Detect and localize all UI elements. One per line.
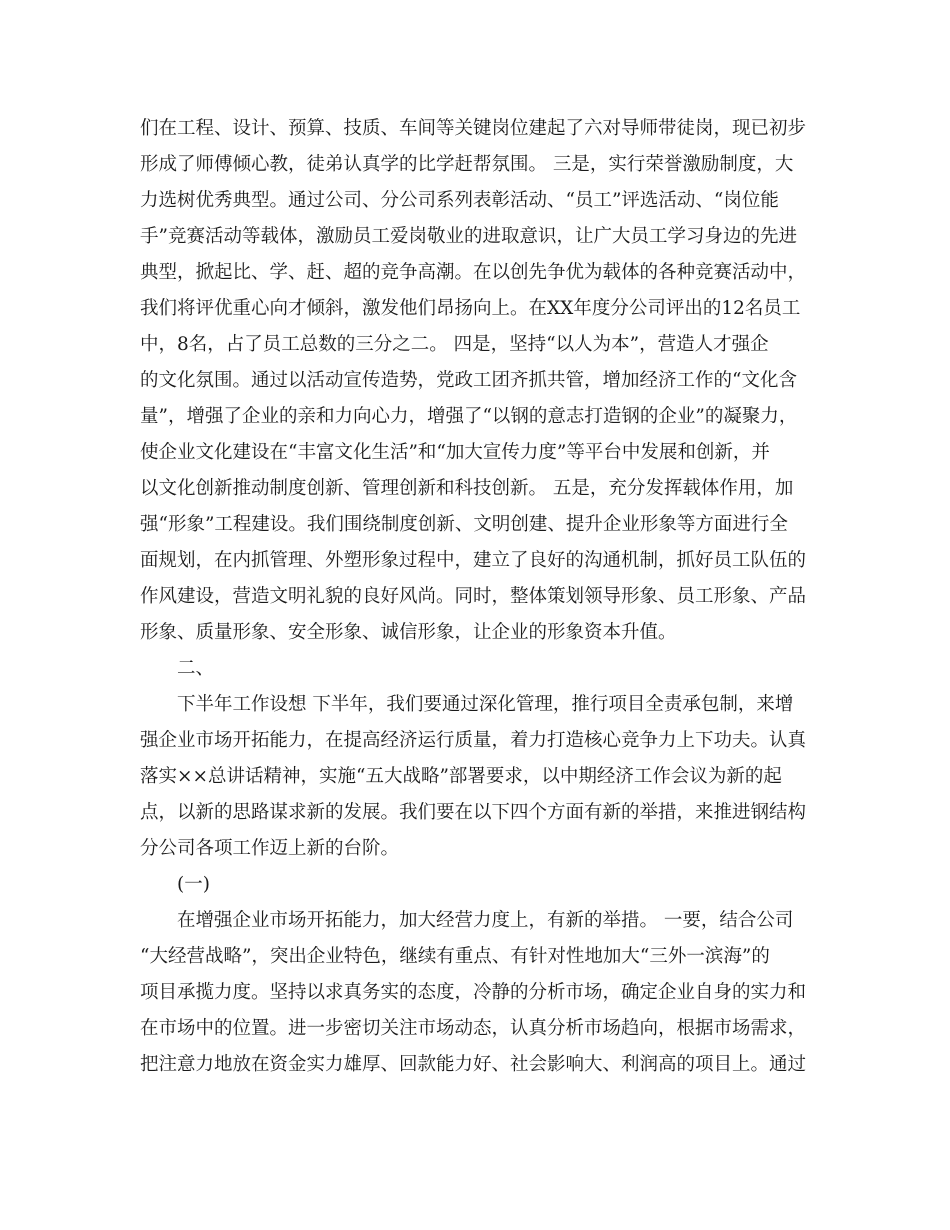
text-line: 点，以新的思路谋求新的发展。我们要在以下四个方面有新的举措，来推进钢结构 (140, 802, 807, 823)
text-line: 强企业市场开拓能力，在提高经济运行质量，着力打造核心竞争力上下功夫。认真 (140, 730, 807, 751)
text-line: 面规划，在内抓管理、外塑形象过程中，建立了良好的沟通机制，抓好员工队伍的 (140, 550, 807, 571)
text-line: 把注意力地放在资金实力雄厚、回款能力好、社会影响大、利润高的项目上。通过 (140, 1054, 807, 1075)
text-line: 我们将评优重心向才倾斜，激发他们昂扬向上。在XX年度分公司评出的12名员工 (140, 298, 801, 319)
text-line: 形象、质量形象、安全形象、诚信形象，让企业的形象资本升值。 (140, 622, 677, 643)
text-line: 中，8名，占了员工总数的三分之二。 四是，坚持“以人为本”，营造人才强企 (140, 334, 769, 355)
subsection-heading: (一) (177, 874, 210, 895)
text-line: 手”竞赛活动等载体，激励员工爱岗敬业的进取意识，让广大员工学习身边的先进 (140, 226, 797, 247)
text-line: 在市场中的位置。进一步密切关注市场动态，认真分析市场趋向，根据市场需求， (140, 1018, 807, 1039)
text-line: 落实××总讲话精神，实施“五大战略”部署要求，以中期经济工作会议为新的起 (140, 766, 782, 787)
text-line: 的文化氛围。通过以活动宣传造势，党政工团齐抓共管，增加经济工作的“文化含 (140, 370, 797, 391)
text-line: 典型，掀起比、学、赶、超的竞争高潮。在以创先争优为载体的各种竞赛活动中， (140, 262, 807, 283)
text-line: 形成了师傅倾心教，徒弟认真学的比学赶帮氛围。 三是，实行荣誉激励制度，大 (140, 154, 794, 175)
text-line: 强“形象”工程建设。我们围绕制度创新、文明创建、提升企业形象等方面进行全 (140, 514, 788, 535)
text-line: 下半年工作设想 下半年，我们要通过深化管理，推行项目全责承包制，来增 (177, 694, 794, 715)
section-heading: 二、 (177, 658, 215, 679)
text-line: 力选树优秀典型。通过公司、分公司系列表彰活动、“员工”评选活动、“岗位能 (140, 190, 779, 211)
text-line: 项目承揽力度。坚持以求真务实的态度，冷静的分析市场，确定企业自身的实力和 (140, 982, 807, 1003)
text-line: “大经营战略”，突出企业特色，继续有重点、有针对性地加大“三外一滨海”的 (140, 946, 770, 967)
text-line: 们在工程、设计、预算、技质、车间等关键岗位建起了六对导师带徒岗，现已初步 (140, 118, 807, 139)
text-line: 以文化创新推动制度创新、管理创新和科技创新。 五是，充分发挥载体作用，加 (140, 478, 794, 499)
text-line: 量”，增强了企业的亲和力向心力，增强了“以钢的意志打造钢的企业”的凝聚力， (140, 406, 798, 427)
text-line: 在增强企业市场开拓能力，加大经营力度上，有新的举措。 一要，结合公司 (177, 910, 794, 931)
text-line: 作风建设，营造文明礼貌的良好风尚。同时，整体策划领导形象、员工形象、产品 (140, 586, 807, 607)
text-line: 使企业文化建设在“丰富文化生活”和“加大宣传力度”等平台中发展和创新，并 (140, 442, 770, 463)
text-line: 分公司各项工作迈上新的台阶。 (140, 838, 400, 859)
